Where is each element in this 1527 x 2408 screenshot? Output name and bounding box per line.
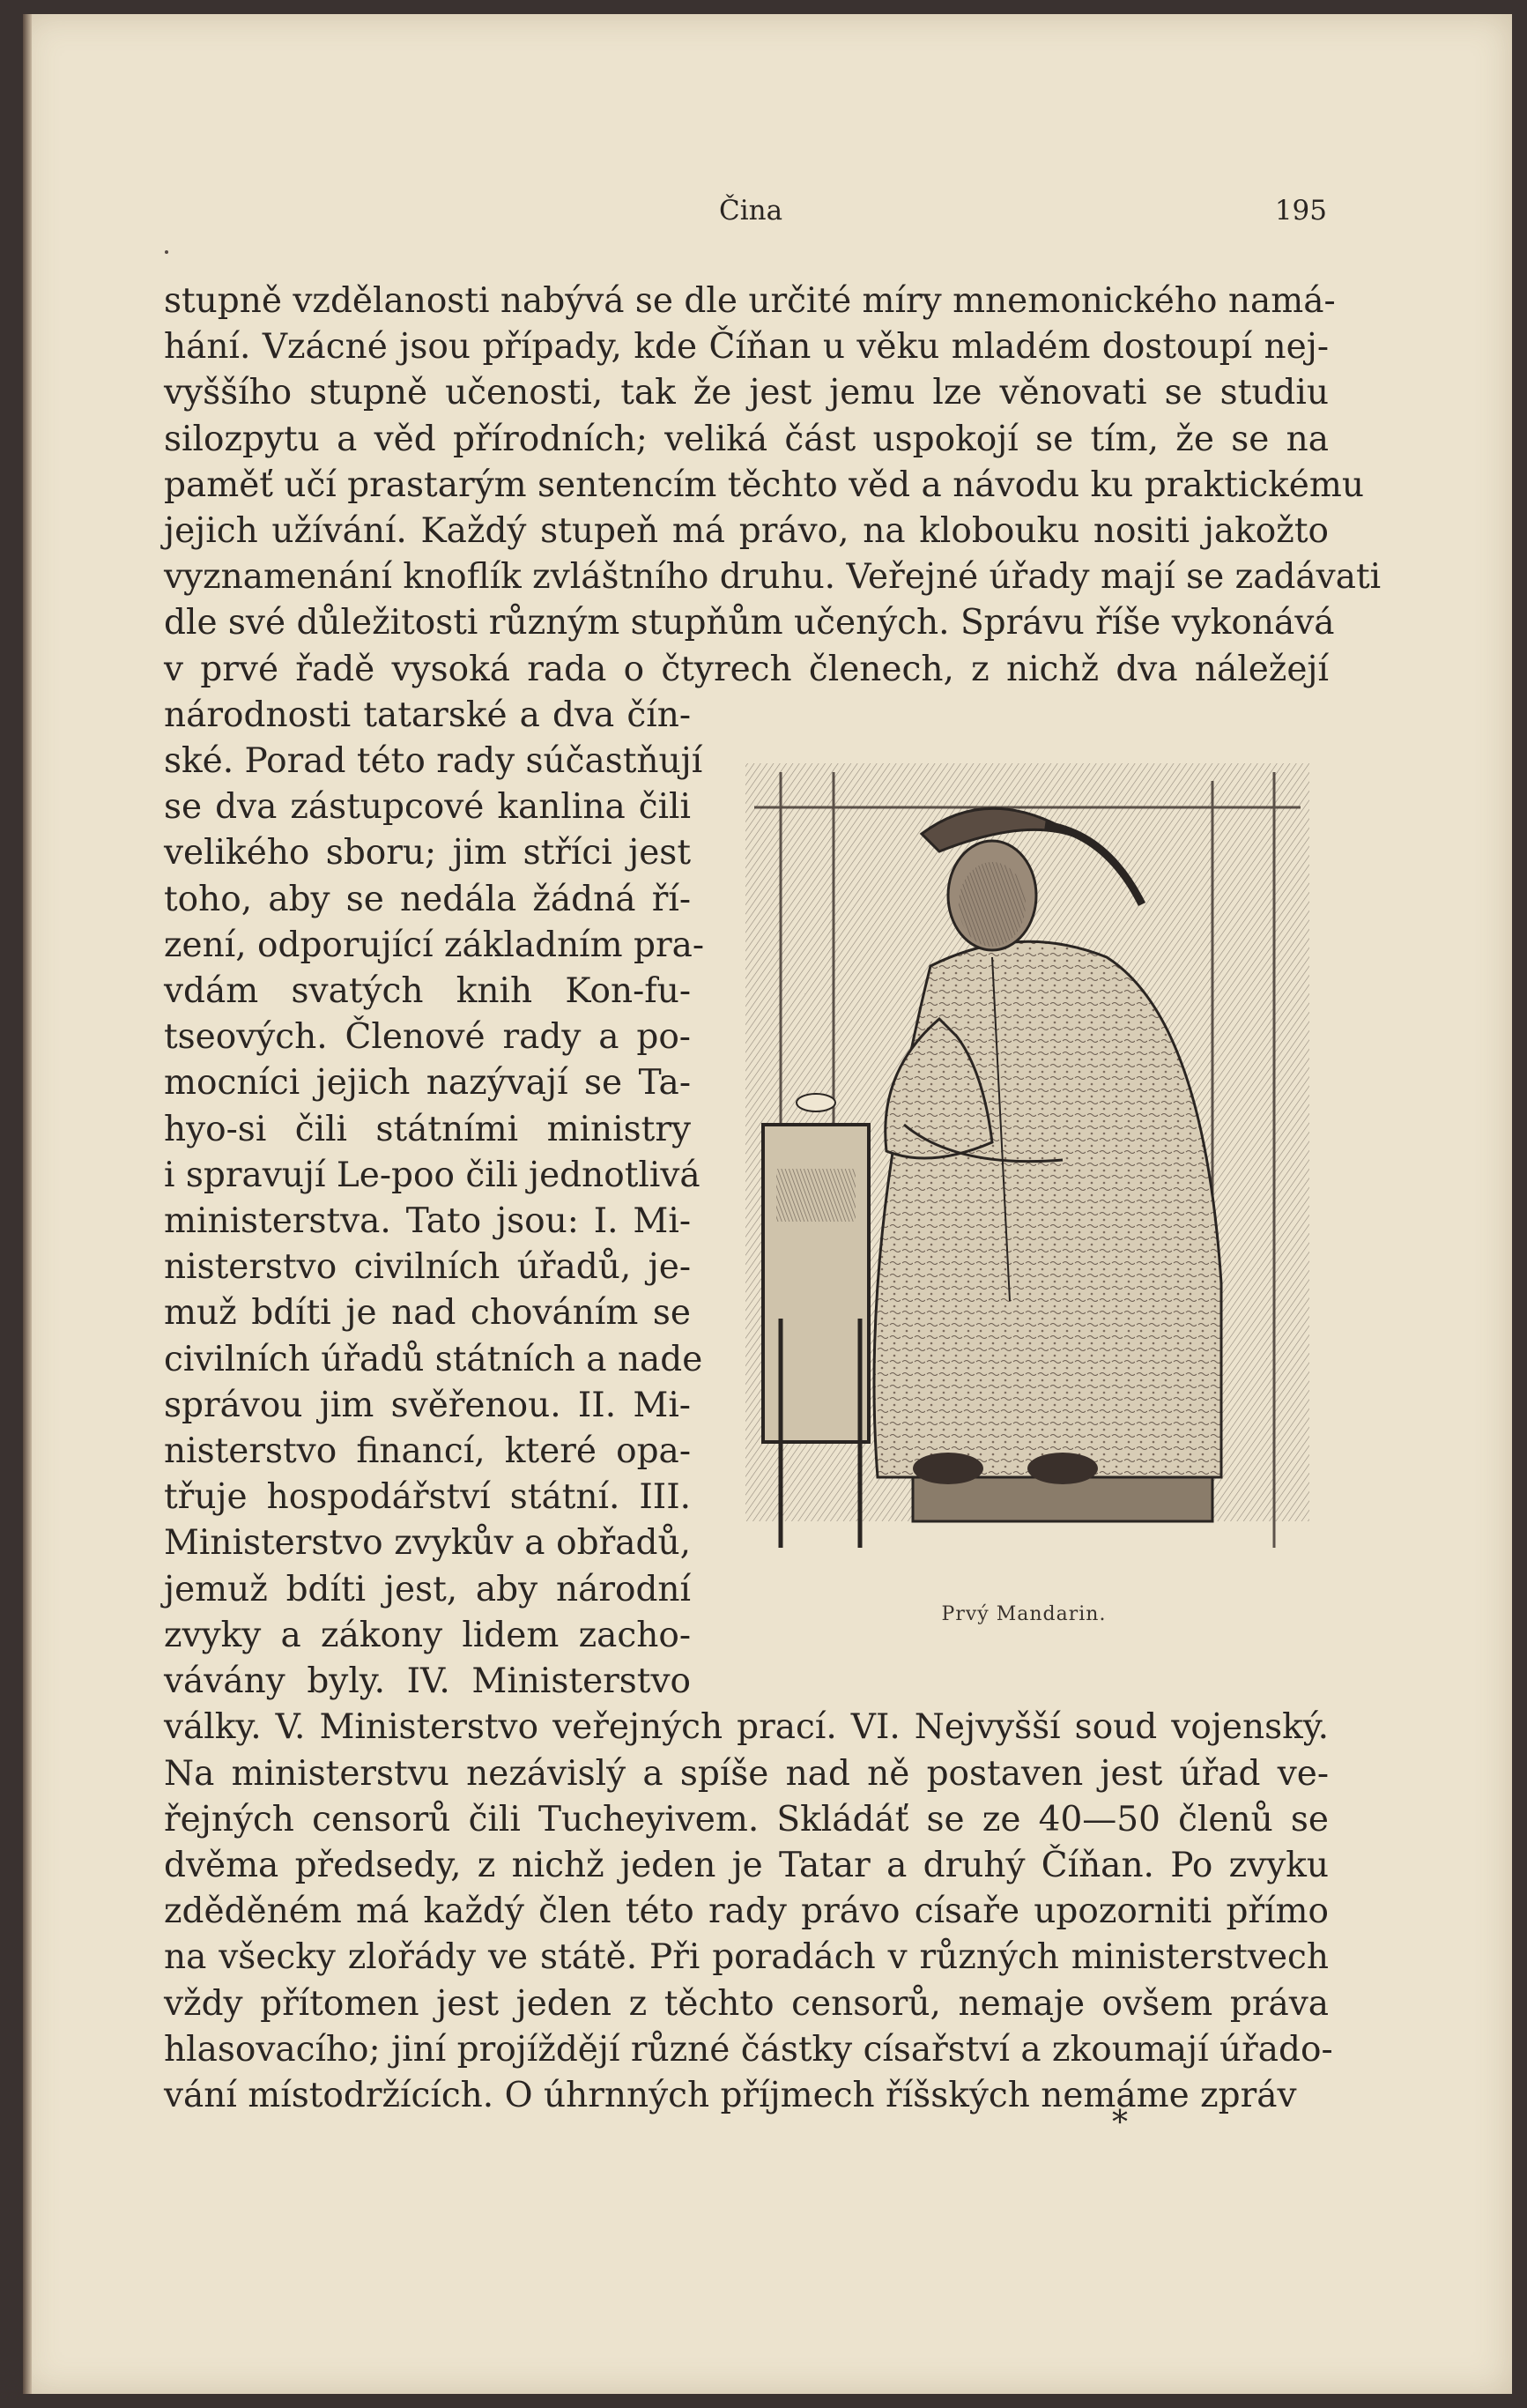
text-line: toho, aby se nedála žádná ří-	[164, 879, 691, 919]
text-line: hlasovacího; jiní projíždějí různé částky císařství a zkoumají úřado-	[164, 2029, 1333, 2070]
text-line: v prvé řadě vysoká rada o čtyrech členech, z nichž dva náležejí	[164, 649, 1329, 689]
text-line: na všecky zlořády ve státě. Při poradách v různých ministerstvech	[164, 1937, 1329, 1978]
text-line: velikého sboru; jim stříci jest	[164, 833, 691, 873]
text-line: vdám svatých knih Kon-fu-	[164, 971, 691, 1012]
text-line: vyššího stupně učenosti, tak že jest jemu lze věnovati se studiu	[164, 373, 1329, 413]
text-line: války. V. Ministerstvo veřejných prací. VI. Nejvyšší soud vojenský.	[164, 1707, 1329, 1748]
text-line: Na ministerstvu nezávislý a spíše nad ně postaven jest úřad ve-	[164, 1753, 1329, 1794]
text-line: národnosti tatarské a dva čín-	[164, 695, 691, 735]
text-line: zení, odporující základním pra-	[164, 925, 705, 965]
running-head-title: Čina	[719, 195, 783, 227]
text-line: ské. Porad této rady súčastňují	[164, 741, 703, 782]
text-line: jemuž bdíti jest, aby národní	[164, 1569, 691, 1609]
text-line: hání. Vzácné jsou případy, kde Číňan u věku mladém dostoupí nej-	[164, 327, 1329, 368]
text-line: mocníci jejich nazývají se Ta-	[164, 1063, 691, 1104]
text-line: zděděném má každý člen této rady právo císaře upozorniti přímo	[164, 1891, 1329, 1932]
page-number: 195	[1274, 195, 1327, 227]
text-line: tseových. Členové rady a po-	[164, 1017, 691, 1058]
text-line: dle své důležitosti různým stupňům učených. Správu říše vykonává	[164, 603, 1335, 643]
text-line: správou jim svěřenou. II. Mi-	[164, 1385, 691, 1425]
figure-caption: Prvý Mandarin.	[941, 1603, 1107, 1625]
text-line: vávány byly. IV. Ministerstvo	[164, 1661, 691, 1702]
mandarin-illustration	[728, 754, 1320, 1561]
text-line: nisterstvo civilních úřadů, je-	[164, 1247, 691, 1288]
text-line: paměť učí prastarým sentencím těchto věd a návodu ku praktickému	[164, 465, 1364, 505]
text-line: řejných censorů čili Tucheyivem. Skládáť se ze 40—50 členů se	[164, 1799, 1329, 1839]
text-line: třuje hospodářství státní. III.	[164, 1477, 691, 1518]
text-line: civilních úřadů státních a nade	[164, 1339, 703, 1379]
text-line: zvyky a zákony lidem zacho-	[164, 1615, 691, 1655]
text-line: se dva zástupcové kanlina čili	[164, 787, 691, 828]
signature-mark: *	[1112, 2105, 1128, 2141]
text-line: silozpytu a věd přírodních; veliká část uspokojí se tím, že se na	[164, 419, 1329, 459]
text-line: muž bdíti je nad chováním se	[164, 1293, 691, 1334]
text-line: Ministerstvo zvykův a obřadů,	[164, 1523, 691, 1564]
book-page	[23, 14, 1512, 2394]
print-speck	[165, 250, 168, 254]
text-line: i spravují Le-poo čili jednotlivá	[164, 1155, 700, 1195]
text-line: hyo-si čili státními ministry	[164, 1109, 691, 1149]
text-line: jejich užívání. Každý stupeň má právo, na klobouku nositi jakožto	[164, 511, 1329, 552]
text-line: ministerstva. Tato jsou: I. Mi-	[164, 1201, 691, 1242]
text-line: vždy přítomen jest jeden z těchto censorů, nemaje ovšem práva	[164, 1983, 1329, 2024]
text-line: vyznamenání knoflík zvláštního druhu. Veřejné úřady mají se zadávati	[164, 557, 1382, 598]
text-line: nisterstvo financí, které opa-	[164, 1431, 691, 1472]
page-spine-shadow	[23, 14, 32, 2394]
text-line: dvěma předsedy, z nichž jeden je Tatar a druhý Číňan. Po zvyku	[164, 1845, 1329, 1885]
text-line: vání místodržících. O úhrnných příjmech říšských nemáme zpráv	[164, 2075, 1297, 2115]
text-line: stupně vzdělanosti nabývá se dle určité míry mnemonického namá-	[164, 281, 1336, 321]
figure-mandarin	[728, 754, 1320, 1625]
